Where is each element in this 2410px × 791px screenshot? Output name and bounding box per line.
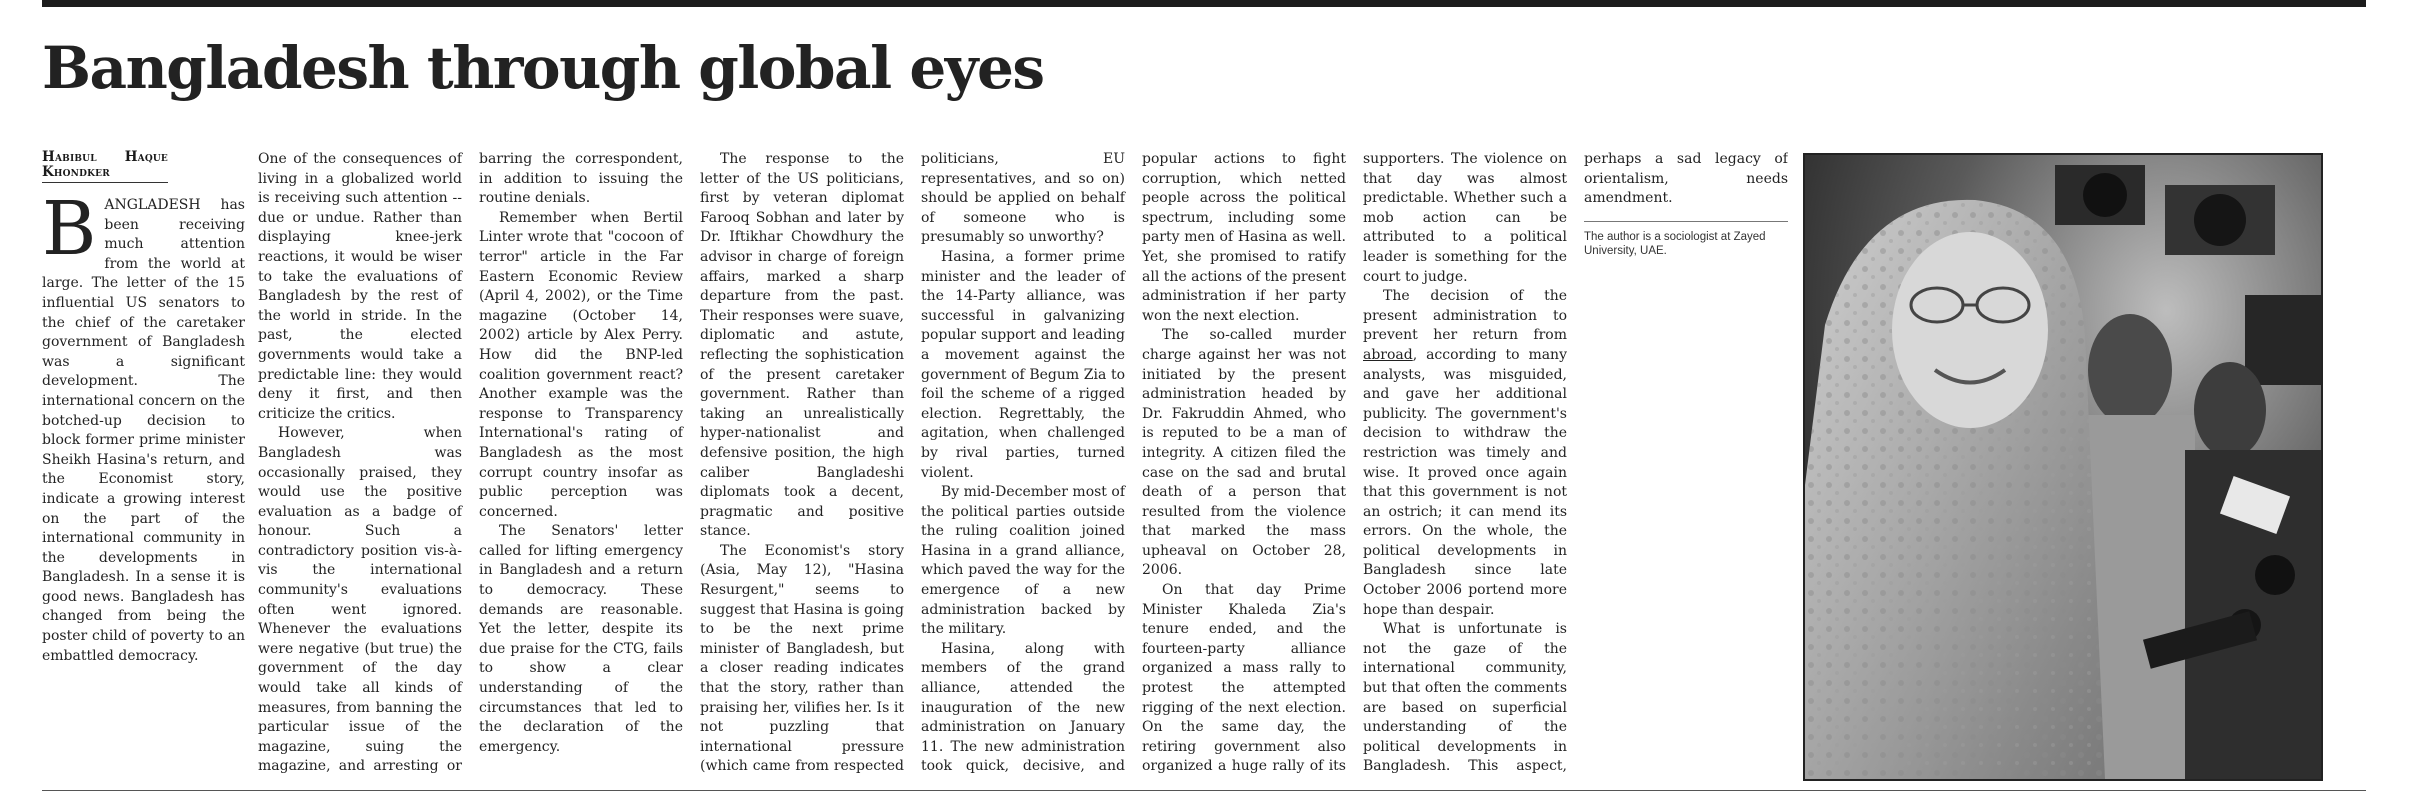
body-paragraph: One of the consequences of living in a globalized world is receiving such attention -- due or undue. Rather than displaying knee-jerk reactions, it would be wiser to take the evaluations of Bangladesh by the rest of the world in stride. In the past, the elected governments would take a predictable line: they would deny it first, and then criticize the critics. <box>258 151 462 422</box>
body-paragraph: The Senators' letter called for lifting emergency in Bangladesh and a return to democracy. These demands are reasonable. Yet the letter, despite its due praise for the CTG, fails to show a clear understanding of the circumstances that led to the declaration of the emergency. <box>479 523 683 755</box>
body-paragraph: What is unfortunate is not the gaze of the international community, but that often the comments are based on superficial understanding of the political developments in Bangladesh. This aspect, perhaps a sad legacy of orientalism, needs amendment. <box>1363 151 1788 775</box>
body-paragraph: The so-called murder charge against her was not initiated by the present administration headed by Dr. Fakruddin Ahmed, who is reputed to be a man of integrity. A citizen filed the case on the sad and brutal death of a person that resulted from the violence that marked the mass upheaval on October 28, 2006. <box>1142 327 1346 579</box>
body-paragraph <box>1363 287 1567 620</box>
body-paragraph: By mid-December most of the political parties outside the ruling coalition joined Hasina in a grand alliance, which paved the way for the emergence of a new administration backed by the military. <box>921 484 1125 638</box>
body-paragraph: On that day Prime Minister Khaleda Zia's tenure ended, and the fourteen-party alliance organized a mass rally to protest the attempted rigging of the next election. On the same day, the retiring government also organized a huge rally of its supporters. The violence on that day was almost predictable. Whether such a mob action can be attributed to a political leader is something for the court to judge. <box>1142 151 1567 775</box>
body-paragraph: The Economist's story (Asia, May 12), "Hasina Resurgent," seems to suggest that Hasina is going to be the next prime minister of Bangladesh, but a closer reading indicates that the story, rather than praising her, vilifies her. Is it not puzzling that international pressure (which came from respected politicians, EU representatives, and so on) should be applied on behalf of someone who is presumably so unworthy? <box>700 151 1125 775</box>
body-paragraph: Remember when Bertil Linter wrote that "cocoon of terror" article in the Far Eastern Economic Review (April 4, 2002), or the Time magazine (October 14, 2002) article by Alex Perry. How did the BNP-led coalition government react? Another example was the response to Transparency International's rating of Bangladesh as the most corrupt country insofar as public perception was concerned. <box>479 209 683 520</box>
lead-paragraph: ANGLADESH has been receiving much attention from the world at large. The letter of the 15 influential US senators to the chief of the caretaker government of Bangladesh was a significant development. The international concern on the botched-up decision to block former prime minister Sheikh Hasina's return, and the Economist story, indicate a growing interest on the part of the international community in the developments in Bangladesh. In a sense it is good news. Bangladesh has changed from being the poster child of poverty to an embattled democracy. <box>42 197 245 664</box>
body-paragraph: The response to the letter of the US politicians, first by veteran diplomat Farooq Sobhan and later by Dr. Iftikhar Chowdhury the advisor in charge of foreign affairs, marked a sharp departure from the past. Their responses were suave, diplomatic and astute, reflecting the sophistication of the present caretaker government. Rather than taking an unrealistically hyper-nationalist and defensive position, the high caliber Bangladeshi diplomats took a decent, pragmatic and positive stance. <box>700 151 904 540</box>
body-paragraph: However, when Bangladesh was occasionally praised, they would use the positive evaluation as a badge of honour. Such a contradictory position vis-à-vis the international community's evaluations often went ignored. Whenever the evaluations were negative (but true) the government of the day would take all kinds of measures, from banning the particular issue of the magazine, suing the magazine, and arresting or barring the correspondent, in addition to issuing the routine denials. <box>258 151 683 775</box>
byline: Habibul Haque Khondker <box>42 150 168 183</box>
author-tagline: The author is a sociologist at Zayed University, UAE. <box>1584 221 1788 258</box>
article-headline: Bangladesh through global eyes <box>42 34 1044 102</box>
top-rule <box>42 0 2366 7</box>
body-paragraph: Hasina, along with members of the grand alliance, attended the inauguration of the new administration on January 11. The new administration took quick, decisive, and popular actions to fight corruption, which netted people across the political spectrum, including some party men of Hasina as well. Yet, she promised to ratify all the actions of the present administration if her party won the next election. <box>921 151 1346 775</box>
paragraph-text: , according to many analysts, was misguided, and gave her additional publicity. The government's decision to withdraw the restriction was timely and wise. It proved once again that this government is not an ostrich; it can mend its errors. On the whole, the political developments in Bangladesh since late October 2006 portend more hope than despair. <box>1363 346 1567 618</box>
paragraph-text: The decision of the present administration to prevent her return from <box>1363 288 1567 344</box>
photo-image <box>1805 155 2321 779</box>
news-photo <box>1803 153 2323 781</box>
body-paragraph: Hasina, a former prime minister and the leader of the 14-Party alliance, was successful in galvanizing popular support and leading a movement against the government of Begum Zia to foil the scheme of a rigged election. Regrettably, the agitation, when challenged by rival parties, turned violent. <box>921 248 1125 481</box>
hyperlink-abroad[interactable]: abroad <box>1363 346 1413 363</box>
drop-cap: B <box>42 186 97 272</box>
article-body-columns <box>258 150 1788 786</box>
column-1 <box>42 150 245 790</box>
